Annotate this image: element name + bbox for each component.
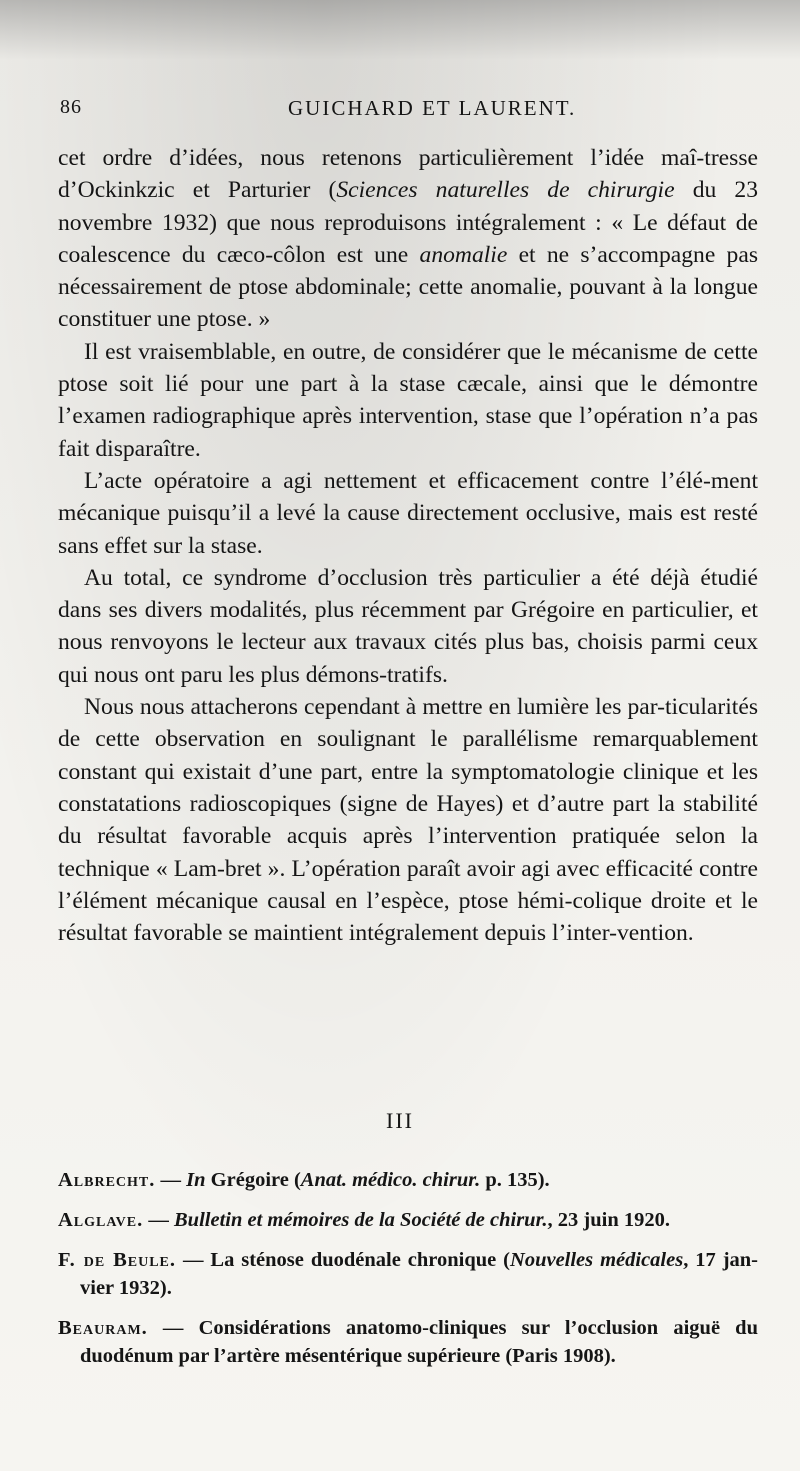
references-list: [58, 1166, 758, 1382]
section-number: III: [386, 1108, 414, 1133]
text-run: —: [143, 1209, 174, 1231]
paragraph: [58, 336, 758, 465]
paragraph: [58, 562, 758, 691]
italic-text: Anat. médico. chirur.: [300, 1169, 481, 1191]
reference-author: Albrecht.: [58, 1169, 156, 1191]
text-run: — Considérations anatomo-cliniques sur l’occlusion aiguë du duodénum par l’artère mésentérique supérieure (Paris 1908).: [80, 1317, 758, 1367]
text-run: Il est vraisemblable, en outre, de considérer que le mécanisme de cette ptose soit lié pour une part à la stase cæcale, ainsi que le démontre l’examen radiographique après intervention, stase que l’opération n’a pas fait disparaître.: [58, 338, 758, 462]
text-run: —: [155, 1169, 187, 1191]
italic-text: Sciences naturelles de chirurgie: [336, 177, 675, 204]
text-run: , 17 jan-vier 1932).: [80, 1249, 758, 1299]
text-run: , 23 juin 1920.: [547, 1209, 670, 1231]
reference-item: [58, 1166, 758, 1194]
body-text: [58, 142, 758, 949]
text-run: cet ordre d’idées, nous retenons particulièrement l’idée maî-tresse d’Ockinkzic et Parturier (: [58, 145, 758, 204]
paragraph: [58, 691, 758, 949]
text-run: L’acte opératoire a agi nettement et efficacement contre l’élé-ment mécanique puisqu’il a levé la cause directement occlusive, mais est resté sans effet sur la stase.: [58, 467, 758, 559]
italic-text: In: [186, 1169, 206, 1191]
page-header: [60, 96, 760, 126]
page-number: 86: [60, 96, 82, 118]
text-run: Nous nous attacherons cependant à mettre en lumière les par-ticularités de cette observation en soulignant le parallélisme remarquablement constant qui existait d’une part, entre la symptomatologie clinique et les constatations radioscopiques (signe de Hayes) et d’autre part la stabilité du résultat favorable acquis après l’intervention pratiquée selon la technique « Lam-bret ». L’opération paraît avoir agi avec efficacité contre l’élément mécanique causal en l’espèce, ptose hémi-colique droite et le résultat favorable se maintient intégralement depuis l’inter-vention.: [58, 694, 758, 947]
reference-item: [58, 1314, 758, 1370]
reference-item: [58, 1206, 758, 1234]
italic-text: Bulletin et mémoires de la Société de chirur.: [174, 1209, 548, 1231]
text-run: Au total, ce syndrome d’occlusion très particulier a été déjà étudié dans ses divers modalités, plus récemment par Grégoire en particulier, et nous renvoyons le lecteur aux travaux cités plus bas, choisis parmi ceux qui nous ont paru les plus démons-tratifs.: [58, 564, 758, 688]
text-run: p. 135).: [480, 1169, 550, 1191]
italic-text: anomalie: [419, 241, 508, 268]
italic-text: Nouvelles médicales: [510, 1249, 684, 1271]
text-run: du 23 novembre 1932) que nous reproduisons intégralement : « Le défaut de coalescence du cæco-côlon est une: [58, 177, 758, 268]
text-run: Grégoire (: [205, 1169, 301, 1191]
scan-shadow: [0, 0, 800, 60]
text-run: et ne s’accompagne pas nécessairement de ptose abdominale; cette anomalie, pouvant à la longue constituer une ptose. »: [58, 241, 759, 333]
reference-item: [58, 1246, 758, 1302]
reference-author: Alglave.: [58, 1209, 144, 1231]
text-run: — La sténose duodénale chronique (: [176, 1249, 511, 1271]
paragraph: [58, 465, 758, 562]
reference-author: F. de Beule.: [58, 1249, 177, 1271]
paragraph: [58, 142, 758, 336]
reference-author: Beauram.: [58, 1317, 148, 1339]
running-head: GUICHARD ET LAURENT.: [288, 96, 577, 120]
